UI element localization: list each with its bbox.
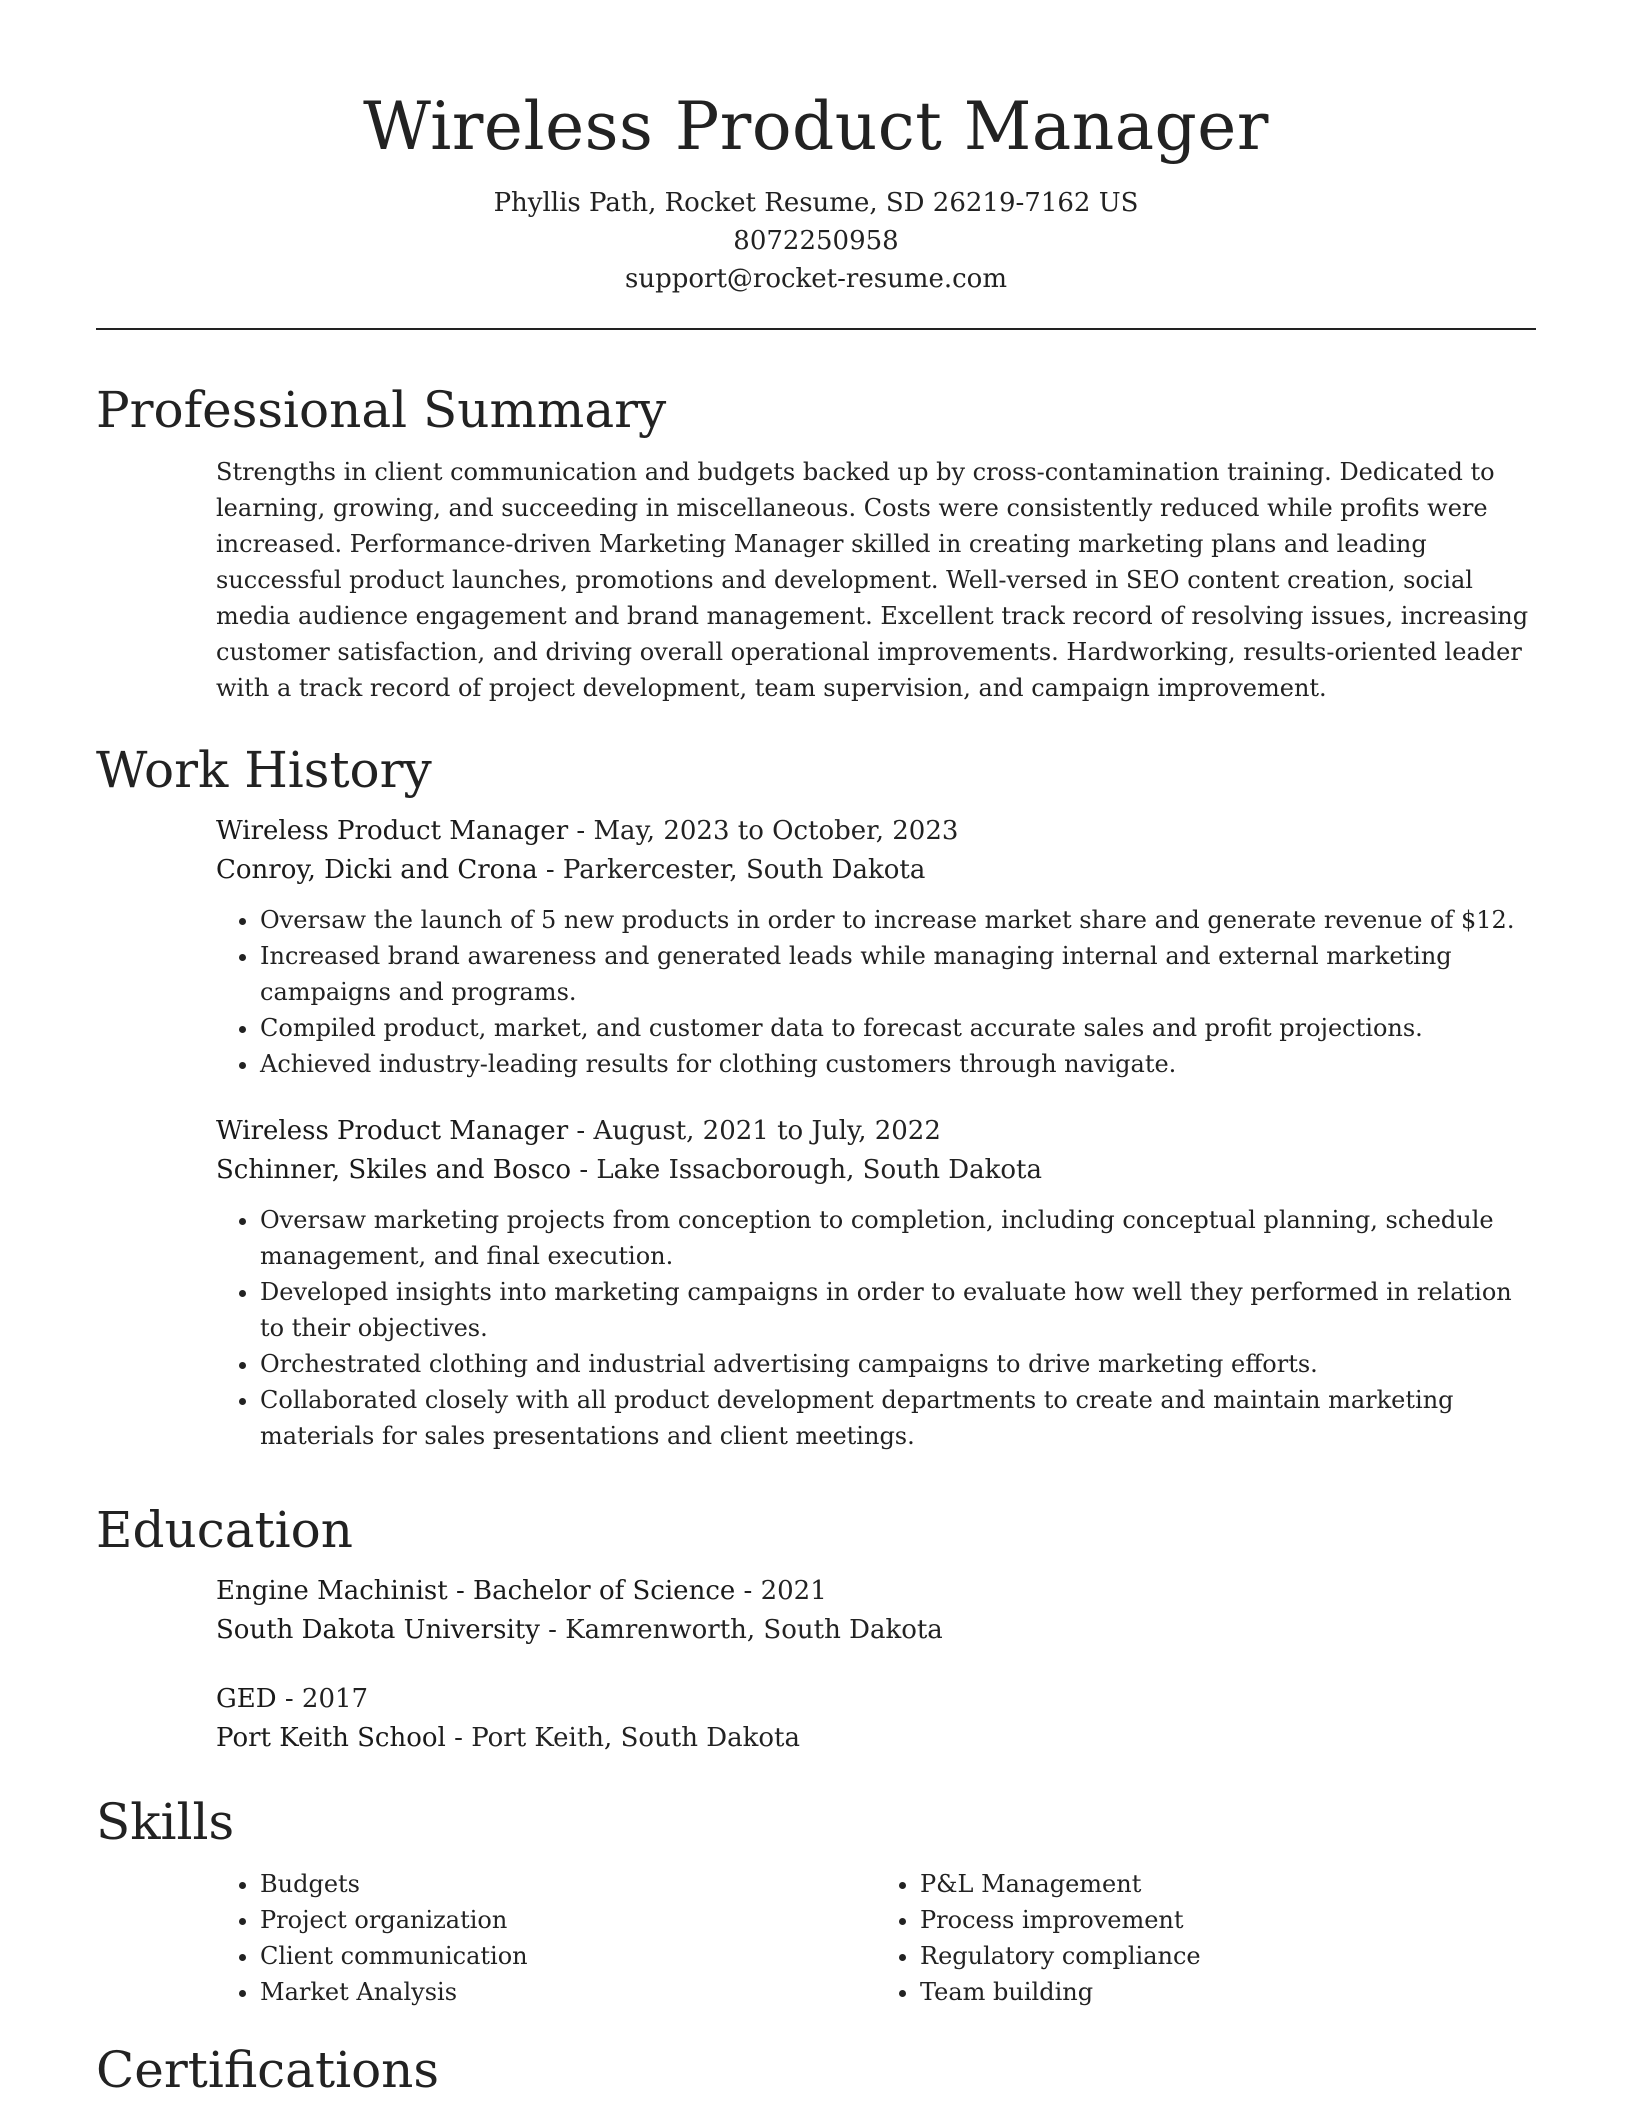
contact-address: Phyllis Path, Rocket Resume, SD 26219-7162 US [493,188,1139,218]
job-bullet: • Oversaw the launch of 5 new products in order to increase market share and generate revenue of $12. [260,902,1536,938]
resume-page [96,0,1536,2099]
work-history-section [96,740,1536,1454]
job-role: Wireless Product Manager [216,1116,569,1146]
section-title-work-history: Work History [96,741,432,799]
education-section [96,1500,1536,1758]
job-title-line [216,1112,1536,1151]
certifications-section [96,2040,1536,2100]
header-divider [96,328,1536,330]
resume-header [96,0,1536,330]
education-year: - 2021 [735,1576,827,1606]
skill-item: • Process improvement [920,1902,1536,1938]
job-company: Schinner, Skiles and Bosco [216,1155,572,1185]
skill-item: • P&L Management [920,1866,1536,1902]
education-degree: GED [216,1684,277,1714]
education-school-line [216,1611,1536,1650]
education-school: South Dakota University [216,1615,540,1645]
job-company-line [216,1151,1536,1190]
education-degree: Engine Machinist - Bachelor of Science [216,1576,736,1606]
job-bullets [216,902,1536,1082]
job-location: - Parkercester, South Dakota [537,855,926,885]
job-entry [216,812,1536,1082]
job-role: Wireless Product Manager [216,816,569,846]
job-location: - Lake Issacborough, South Dakota [571,1155,1042,1185]
skill-item: • Market Analysis [260,1974,876,2010]
job-company: Conroy, Dicki and Crona [216,855,538,885]
skills-grid [216,1866,1536,2010]
contact-email: support@rocket-resume.com [624,264,1007,294]
job-bullet: • Compiled product, market, and customer data to forecast accurate sales and profit projections. [260,1010,1536,1046]
job-dates: - August, 2021 to July, 2022 [568,1116,941,1146]
education-entry [216,1572,1536,1650]
section-title-summary: Professional Summary [96,381,667,439]
education-school-line [216,1719,1536,1758]
skill-item: • Project organization [260,1902,876,1938]
job-bullet: • Achieved industry-leading results for clothing customers through navigate. [260,1046,1536,1082]
skills-column-right [876,1866,1536,2010]
education-entry [216,1680,1536,1758]
skill-item: • Client communication [260,1938,876,1974]
job-bullet: • Oversaw marketing projects from conception to completion, including conceptual planning, schedule management, and final execution. [260,1202,1536,1274]
job-title-line [216,812,1536,851]
section-title-education: Education [96,1501,353,1559]
contact-info [96,184,1536,298]
summary-text: Strengths in client communication and budgets backed up by cross-contamination training. Dedicated to learning, growing, and succeeding in miscellaneous. Costs were consistently reduced while profits were increased. Performance-driven Marketing Manager skilled in creating marketing plans and leading successful product launches, promotions and development. Well-versed in SEO content creation, social media audience engagement and brand management. Excellent track record of resolving issues, increasing customer satisfaction, and driving overall operational improvements. Hardworking, results-oriented leader with a track record of project development, team supervision, and campaign improvement. [216,458,1529,702]
section-title-skills: Skills [96,1793,235,1851]
education-degree-line [216,1680,1536,1719]
skill-item: • Budgets [260,1866,876,1902]
skill-item: • Regulatory compliance [920,1938,1536,1974]
skills-column-left [216,1866,876,2010]
education-location: - Port Keith, South Dakota [445,1723,800,1753]
education-year: - 2017 [276,1684,369,1714]
skill-item: • Team building [920,1974,1536,2010]
summary-section [96,380,1536,706]
education-school: Port Keith School [216,1723,446,1753]
skills-section [96,1792,1536,2010]
job-entry [216,1112,1536,1454]
education-location: - Kamrenworth, South Dakota [539,1615,943,1645]
job-bullets [216,1202,1536,1454]
job-bullet: • Orchestrated clothing and industrial advertising campaigns to drive marketing efforts. [260,1346,1536,1382]
job-company-line [216,851,1536,890]
contact-phone: 8072250958 [733,226,899,256]
education-degree-line [216,1572,1536,1611]
candidate-name: Wireless Product Manager [363,88,1269,165]
job-dates: - May, 2023 to October, 2023 [568,816,959,846]
job-bullet: • Developed insights into marketing campaigns in order to evaluate how well they performed in relation to their objectives. [260,1274,1536,1346]
section-title-certifications: Certifications [96,2041,440,2099]
job-bullet: • Increased brand awareness and generated leads while managing internal and external marketing campaigns and programs. [260,938,1536,1010]
job-bullet: • Collaborated closely with all product development departments to create and maintain marketing materials for sales presentations and client meetings. [260,1382,1536,1454]
